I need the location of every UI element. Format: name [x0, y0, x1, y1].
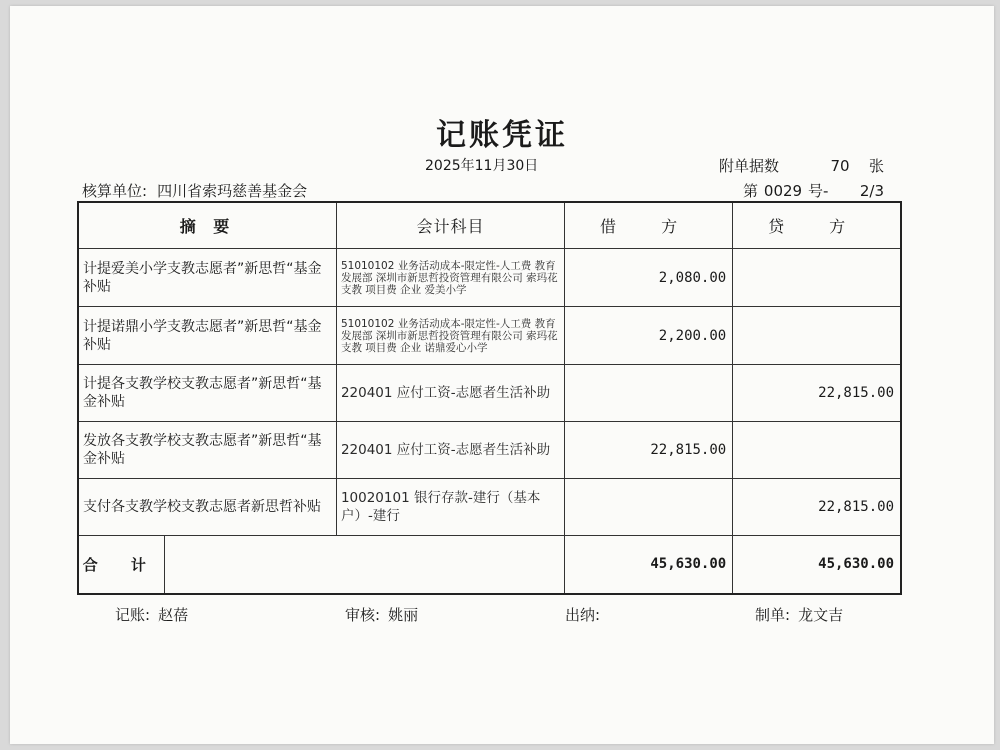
header-credit: 贷 方	[733, 202, 901, 249]
row-debit: 22,815.00	[564, 422, 732, 479]
footer-bookkeeper	[115, 604, 188, 625]
row-credit: 22,815.00	[733, 479, 901, 536]
row-summary: 计提诺鼎小学支教志愿者”新思哲“基金补贴	[78, 307, 336, 365]
total-row	[78, 536, 901, 594]
unit-name: 四川省索玛慈善基金会	[157, 182, 308, 200]
row-account: 10020101 银行存款-建行（基本户）-建行	[336, 479, 564, 536]
row-debit	[564, 365, 732, 422]
row-account: 51010102 业务活动成本-限定性-人工费 教育发展部 深圳市新思哲投资管理有限公司 索玛花支教 项目费 企业 爱美小学	[336, 249, 564, 307]
row-debit: 2,200.00	[564, 307, 732, 365]
seq-suffix: 号-	[808, 182, 829, 200]
table-header-row	[78, 202, 901, 249]
preparer-label: 制单:	[755, 606, 791, 624]
row-credit	[733, 307, 901, 365]
bookkeeper-label: 记账:	[115, 606, 151, 624]
attachments-count: 70	[830, 157, 850, 175]
table-row	[78, 422, 901, 479]
auditor-label: 审核:	[345, 606, 381, 624]
footer-auditor	[345, 604, 418, 625]
unit-label: 核算单位:	[82, 182, 148, 200]
table-row	[78, 365, 901, 422]
row-debit	[564, 479, 732, 536]
total-credit: 45,630.00	[733, 536, 901, 594]
header-account: 会计科目	[336, 202, 564, 249]
table-row	[78, 249, 901, 307]
attachments-label: 附单据数	[718, 157, 779, 175]
total-label: 合 计	[78, 536, 164, 594]
voucher-table	[77, 201, 902, 595]
attachments-info	[719, 155, 884, 176]
seq-number: 0029	[763, 182, 803, 200]
row-credit: 22,815.00	[733, 365, 901, 422]
table-row	[78, 307, 901, 365]
auditor-name: 姚丽	[388, 606, 419, 624]
header-summary: 摘 要	[78, 202, 336, 249]
voucher-date: 2025年11月30日	[425, 158, 539, 174]
row-debit: 2,080.00	[564, 249, 732, 307]
table-row	[78, 479, 901, 536]
accounting-unit	[82, 180, 307, 201]
row-summary: 发放各支教学校支教志愿者”新思哲“基金补贴	[78, 422, 336, 479]
footer-cashier	[565, 604, 608, 625]
footer-preparer	[755, 604, 843, 625]
row-account: 220401 应付工资-志愿者生活补助	[336, 365, 564, 422]
voucher-title: 记账凭证	[436, 118, 568, 153]
header-debit: 借 方	[564, 202, 732, 249]
row-credit	[733, 422, 901, 479]
attachments-unit: 张	[868, 157, 884, 175]
cashier-label: 出纳:	[565, 606, 601, 624]
voucher-sequence	[743, 180, 884, 201]
preparer-name: 龙文吉	[798, 606, 844, 624]
row-summary: 计提各支教学校支教志愿者”新思哲“基金补贴	[78, 365, 336, 422]
total-debit: 45,630.00	[564, 536, 732, 594]
bookkeeper-name: 赵蓓	[158, 606, 189, 624]
row-summary: 支付各支教学校支教志愿者新思哲补贴	[78, 479, 336, 536]
row-credit	[733, 249, 901, 307]
row-account: 220401 应付工资-志愿者生活补助	[336, 422, 564, 479]
row-summary: 计提爱美小学支教志愿者”新思哲“基金补贴	[78, 249, 336, 307]
voucher-sheet	[10, 6, 994, 744]
seq-prefix: 第	[742, 182, 758, 200]
total-blank	[164, 536, 564, 594]
row-account: 51010102 业务活动成本-限定性-人工费 教育发展部 深圳市新思哲投资管理有限公司 索玛花支教 项目费 企业 诺鼎爱心小学	[336, 307, 564, 365]
seq-page: 2/3	[859, 182, 884, 200]
